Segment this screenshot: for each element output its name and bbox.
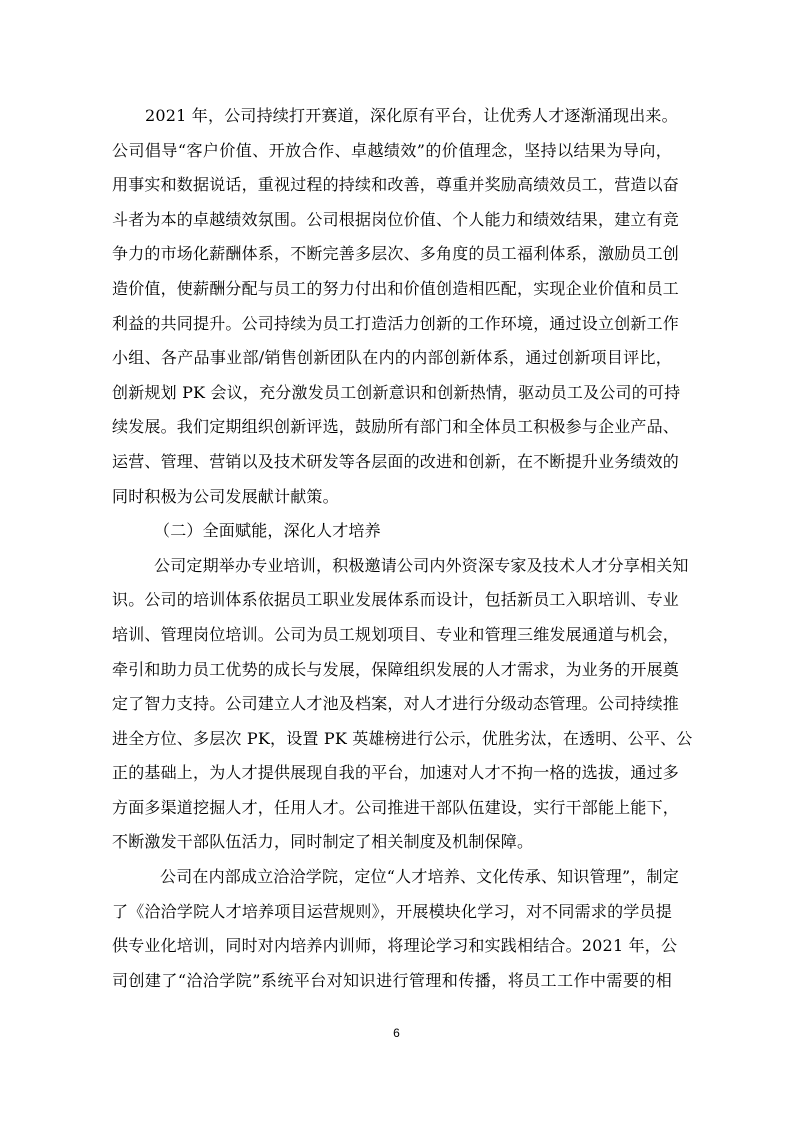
paragraph-line: 公司定期举办专业培训，积极邀请公司内外资深专家及技术人才分享相关知 [154,555,689,575]
paragraph-line: 识。公司的培训体系依据员工职业发展体系而设计，包括新员工入职培训、专业 [112,590,680,610]
paragraph-line: 了《洽洽学院人才培养项目运营规则》，开展模块化学习，对不同需求的学员提 [112,901,672,921]
paragraph-line: 同时积极为公司发展献计献策。 [112,486,339,506]
paragraph-line: 正的基础上，为人才提供展现自我的平台，加速对人才不拘一格的选拔，通过多 [112,763,680,783]
paragraph-line: 方面多渠道挖掘人才，任用人才。公司推进干部队伍建设，实行干部能上能下， [112,797,680,817]
paragraph-line: 创新规划 PK 会议，充分激发员工创新意识和创新热情，驱动员工及公司的可持 [112,382,681,402]
section-heading: （二）全面赋能，深化人才培养 [154,521,381,541]
paragraph-line: 争力的市场化薪酬体系，不断完善多层次、多角度的员工福利体系，激励员工创 [112,244,680,264]
paragraph-line: 牵引和助力员工优势的成长与发展，保障组织发展的人才需求，为业务的开展奠 [112,659,680,679]
paragraph-line: 不断激发干部队伍活力，同时制定了相关制度及机制保障。 [112,832,534,852]
paragraph-line: 定了智力支持。公司建立人才池及档案，对人才进行分级动态管理。公司持续推 [112,694,680,714]
paragraph-line: 斗者为本的卓越绩效氛围。公司根据岗位价值、个人能力和绩效结果，建立有竞 [112,209,680,229]
paragraph-line: 运营、管理、营销以及技术研发等各层面的改进和创新，在不断提升业务绩效的 [112,451,680,471]
paragraph-line: 进全方位、多层次 PK，设置 PK 英雄榜进行公示，优胜劣汰，在透明、公平、公 [112,728,693,748]
body-text [112,99,693,998]
paragraph-line: 续发展。我们定期组织创新评选，鼓励所有部门和全体员工积极参与企业产品、 [112,417,680,437]
paragraph-line: 2021 年，公司持续打开赛道，深化原有平台，让优秀人才逐渐涌现出来。 [145,106,678,125]
paragraph-line: 造价值，使薪酬分配与员工的努力付出和价值创造相匹配，实现企业价值和员工 [112,278,680,298]
paragraph-line: 公司在内部成立洽洽学院，定位“人才培养、文化传承、知识管理”，制定 [160,867,679,887]
paragraph-line: 培训、管理岗位培训。公司为员工规划项目、专业和管理三维发展通道与机会， [112,624,680,644]
paragraph-line: 利益的共同提升。公司持续为员工打造活力创新的工作环境，通过设立创新工作 [112,313,680,333]
page-number: 6 [393,1026,400,1040]
paragraph-line: 用事实和数据说话，重视过程的持续和改善，尊重并奖励高绩效员工，营造以奋 [112,175,680,195]
paragraph-line: 司创建了“洽洽学院”系统平台对知识进行管理和传播，将员工工作中需要的相 [112,970,672,990]
paragraph-line: 公司倡导“客户价值、开放合作、卓越绩效”的价值理念，坚持以结果为导向， [112,140,672,160]
paragraph-line: 小组、各产品事业部/销售创新团队在内的内部创新体系，通过创新项目评比， [112,348,672,368]
paragraph-line: 供专业化培训，同时对内培养内训师，将理论学习和实践相结合。2021 年，公 [112,936,678,956]
